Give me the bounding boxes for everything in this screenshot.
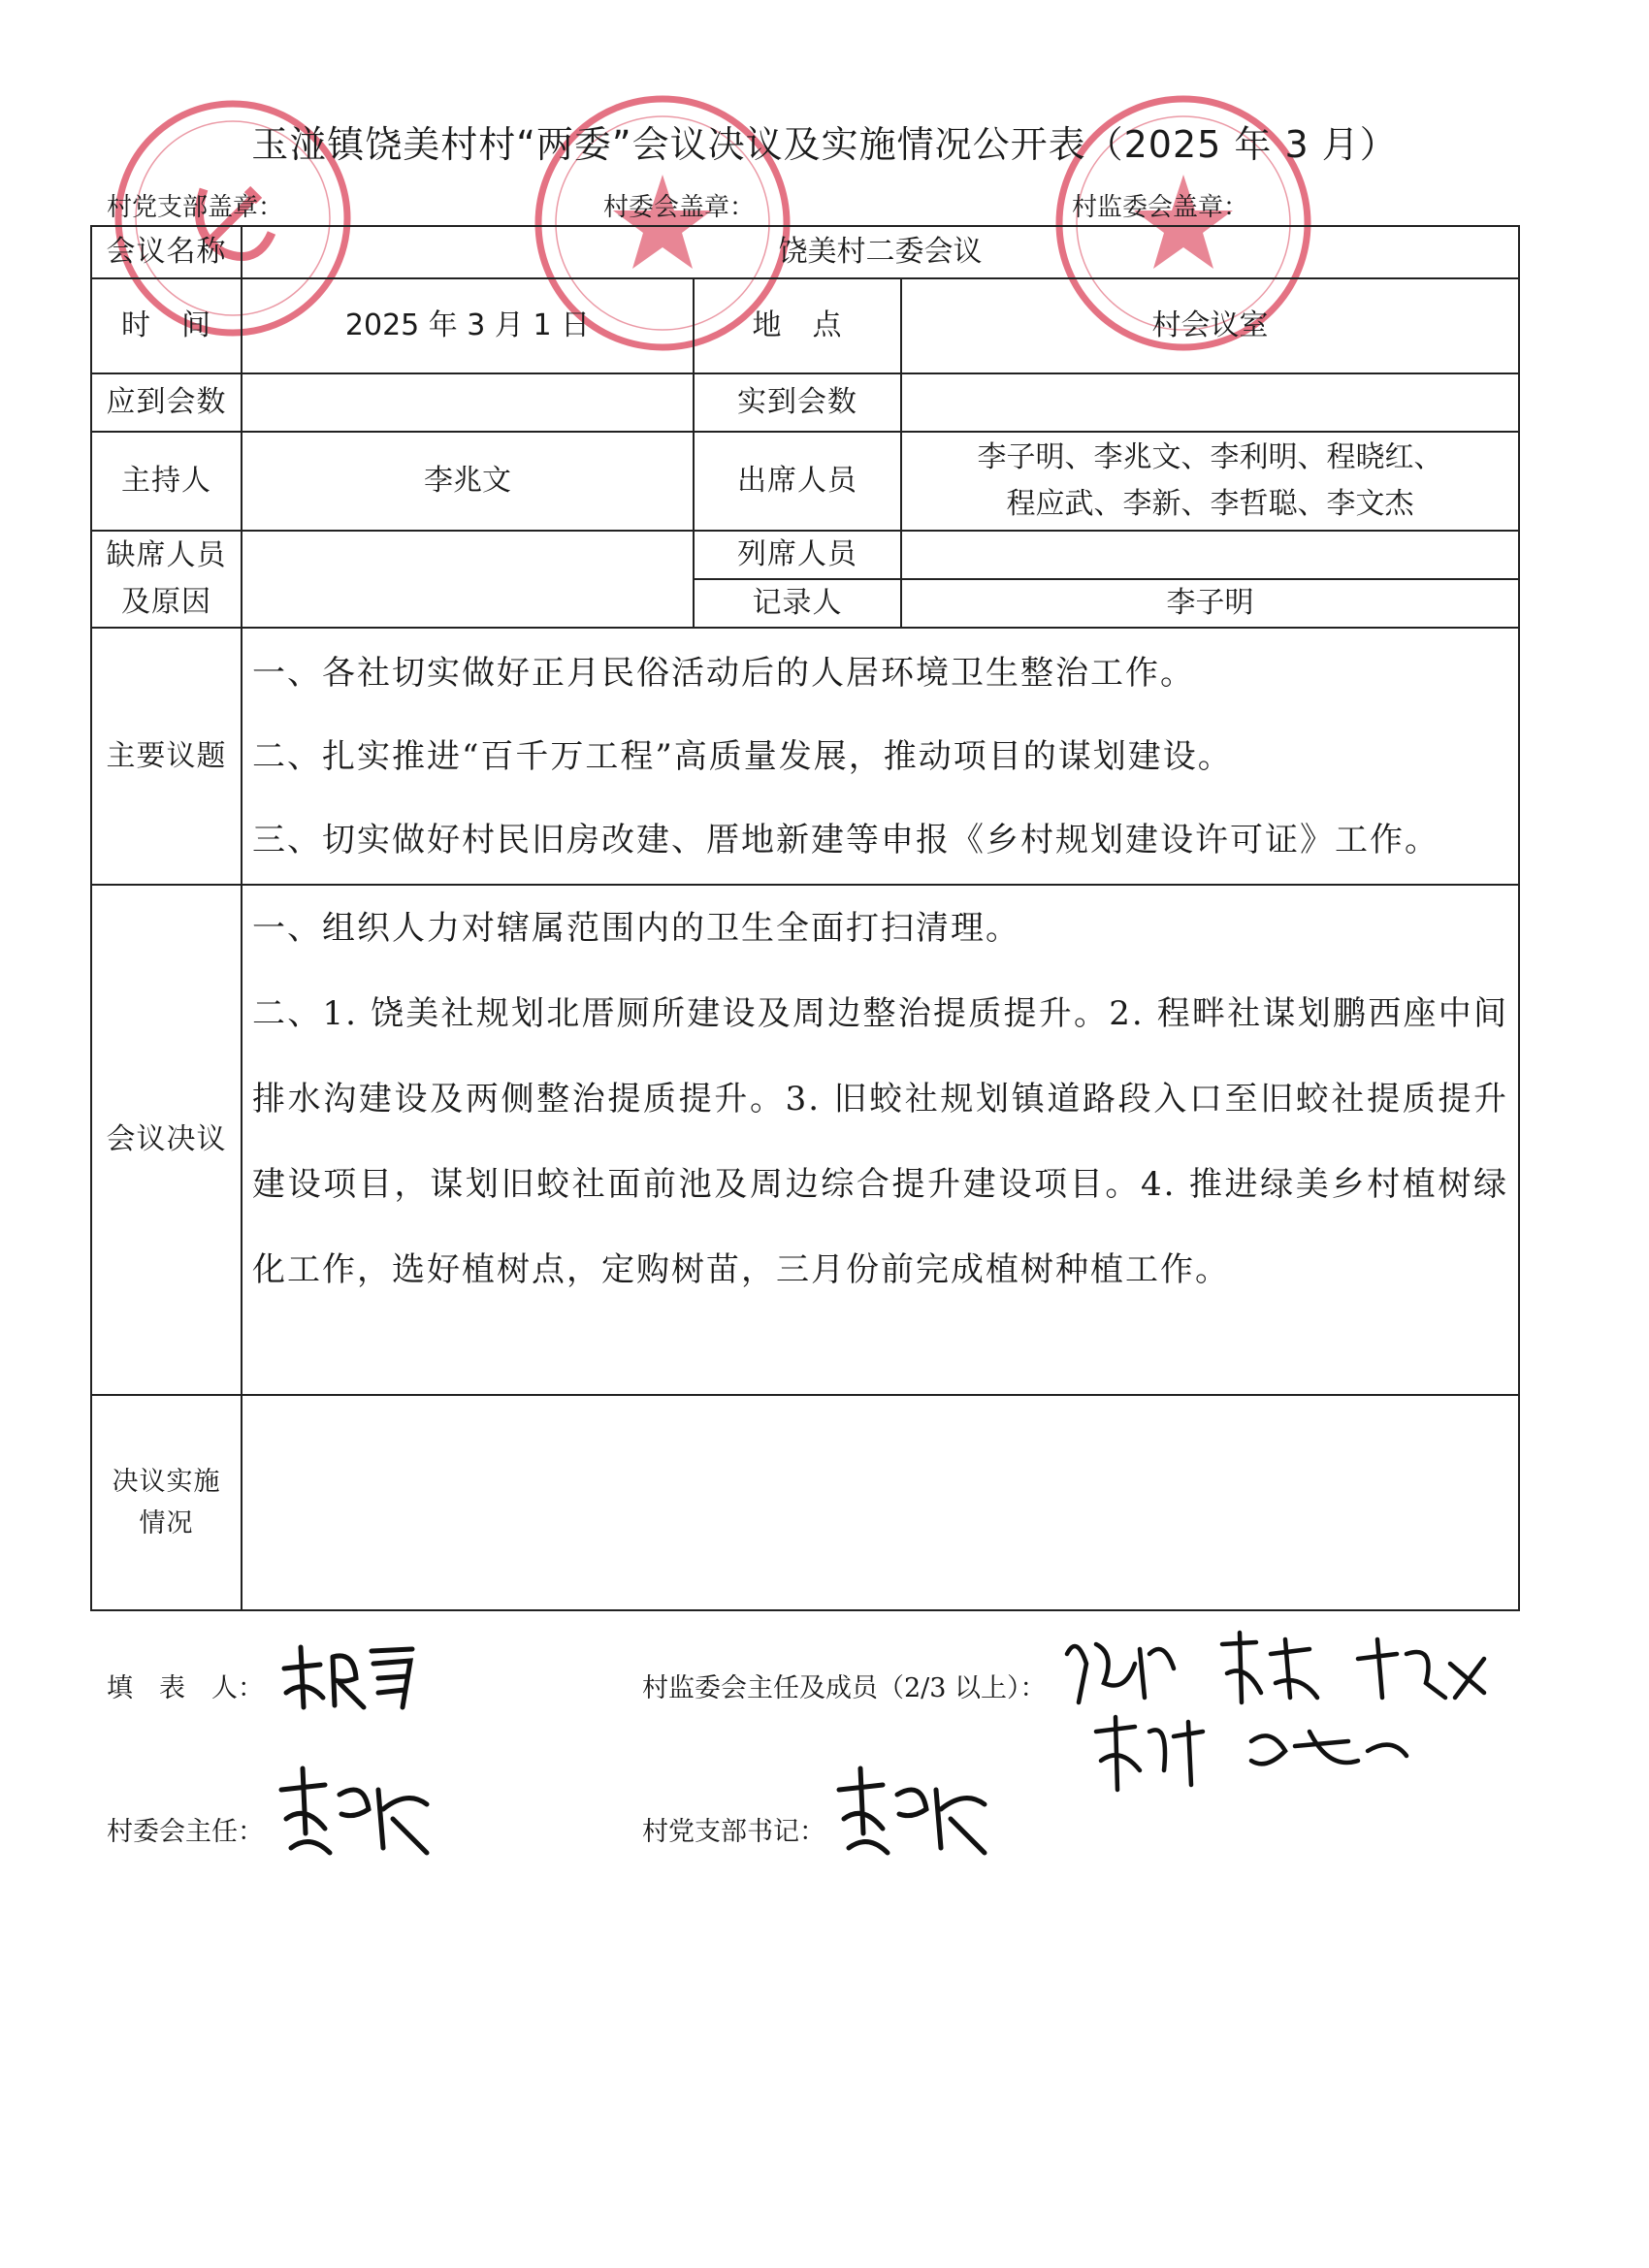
table-row	[91, 226, 1519, 278]
table-row	[91, 1395, 1519, 1610]
absent-label-line-1: 缺席人员	[106, 538, 227, 572]
listed-value	[901, 531, 1519, 579]
listed-label: 列席人员	[694, 531, 901, 579]
attendees-label: 出席人员	[694, 432, 901, 531]
party-secretary-label: 村党支部书记：	[642, 1817, 825, 1847]
table-row	[91, 531, 1519, 579]
host-value: 李兆文	[242, 432, 694, 531]
party-secretary-signature	[829, 1761, 994, 1867]
table-row	[91, 278, 1519, 373]
page-title: 玉湴镇饶美村村“两委”会议决议及实施情况公开表（2025 年 3 月）	[251, 123, 1398, 166]
implementation-label-line-2: 情况	[139, 1508, 194, 1539]
filler-label: 填 表 人：	[107, 1673, 264, 1703]
topic-item: 三、切实做好村民旧房改建、厝地新建等申报《乡村规划建设许可证》工作。	[252, 820, 1439, 859]
time-label: 时 间	[91, 278, 242, 373]
implementation-label	[91, 1395, 242, 1610]
recorder-value: 李子明	[901, 579, 1519, 628]
expected-count-label: 应到会数	[91, 373, 242, 432]
supervision-seal-label: 村监委会盖章：	[1072, 193, 1249, 222]
decisions-content	[242, 885, 1519, 1395]
attendees-line-2: 程应武、李新、李哲聪、李文杰	[1006, 487, 1414, 521]
decision-item: 一、组织人力对辖属范围内的卫生全面打扫清理。	[252, 909, 1020, 948]
attendees-line-1: 李子明、李兆文、李利明、程晓红、	[977, 440, 1443, 474]
committee-director-label: 村委会主任：	[107, 1817, 264, 1847]
actual-count-label: 实到会数	[694, 373, 901, 432]
table-row	[91, 885, 1519, 1395]
committee-director-signature	[272, 1761, 436, 1867]
decision-item: 二、1. 饶美社规划北厝厕所建设及周边整治提质提升。2. 程畔社谋划鹏西座中间排水沟建设及两侧整治提质提升。3. 旧蛟社规划镇道路段入口至旧蛟社提质提升建设项目，谋划旧蛟社面前池及周边综合提升建设项目。4. 推进绿美乡村植树绿化工作，选好植树点，定购树苗，三月份前完成植树种植工作。	[252, 994, 1509, 1289]
topic-item: 一、各社切实做好正月民俗活动后的人居环境卫生整治工作。	[252, 653, 1195, 693]
table-row	[91, 432, 1519, 531]
meeting-form-table	[90, 225, 1520, 1611]
actual-count-value	[901, 373, 1519, 432]
meeting-name-label: 会议名称	[91, 226, 242, 278]
filler-signature	[276, 1639, 422, 1717]
topics-content	[242, 628, 1519, 885]
time-value: 2025 年 3 月 1 日	[242, 278, 694, 373]
expected-count-value	[242, 373, 694, 432]
meeting-name-value: 饶美村二委会议	[242, 226, 1519, 278]
attendees-value	[901, 432, 1519, 531]
committee-seal-label: 村委会盖章：	[603, 193, 756, 222]
topics-label: 主要议题	[91, 628, 242, 885]
supervision-signatures	[1057, 1625, 1523, 1799]
absent-label	[91, 531, 242, 628]
place-label: 地 点	[694, 278, 901, 373]
implementation-label-line-1: 决议实施	[112, 1466, 221, 1497]
absent-label-line-2: 及原因	[121, 585, 211, 619]
party-seal-label: 村党支部盖章：	[107, 193, 284, 222]
place-value: 村会议室	[901, 278, 1519, 373]
implementation-value	[242, 1395, 1519, 1610]
table-row	[91, 628, 1519, 885]
decisions-label: 会议决议	[91, 885, 242, 1395]
topic-item: 二、扎实推进“百千万工程”高质量发展，推动项目的谋划建设。	[252, 736, 1233, 776]
table-row	[91, 373, 1519, 432]
host-label: 主持人	[91, 432, 242, 531]
recorder-label: 记录人	[694, 579, 901, 628]
absent-value	[242, 531, 694, 628]
supervision-members-label: 村监委会主任及成员（2/3 以上）：	[642, 1673, 1047, 1703]
